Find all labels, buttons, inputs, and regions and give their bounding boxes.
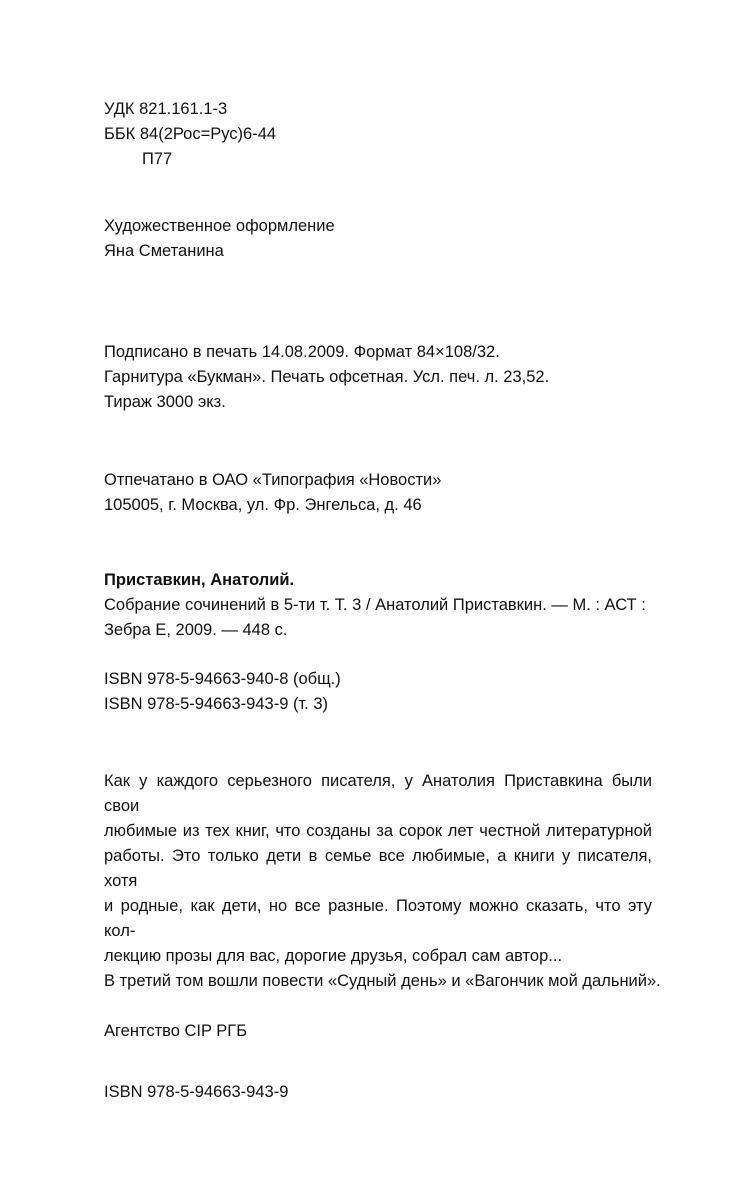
print-info-block [104, 340, 704, 415]
design-label: Художественное оформление [104, 217, 335, 235]
udk-code: УДК 821.161.1-3 [104, 100, 228, 118]
design-credit-block [104, 214, 704, 264]
annotation-line: Как у каждого серьезного писателя, у Анатолия Приставкина были свои [104, 772, 652, 815]
annotation-line: лекцию прозы для вас, дорогие друзья, собрал сам автор... [104, 947, 563, 965]
bbk-code: ББК 84(2Рос=Рус)6-44 [104, 125, 277, 143]
isbn-block [104, 667, 704, 717]
isbn-general: ISBN 978-5-94663-940-8 (общ.) [104, 670, 341, 688]
annotation-line: В третий том вошли повести «Судный день» и «Вагончик мой дальний». [104, 972, 661, 990]
bottom-isbn-block [104, 1080, 704, 1105]
print-info-line-2: Гарнитура «Букман». Печать офсетная. Усл. печ. л. 23,52. [104, 368, 550, 386]
designer-name: Яна Сметанина [104, 242, 224, 260]
annotation-line: работы. Это только дети в семье все любимые, а книги у писателя, хотя [104, 847, 652, 890]
bibliography-line-1: Собрание сочинений в 5-ти т. Т. 3 / Анатолий Приставкин. — М. : АСТ : [104, 596, 646, 614]
printer-block [104, 468, 704, 518]
print-info-line-1: Подписано в печать 14.08.2009. Формат 84×108/32. [104, 343, 500, 361]
print-info-line-3: Тираж 3000 экз. [104, 393, 226, 411]
isbn-bottom: ISBN 978-5-94663-943-9 [104, 1083, 289, 1101]
annotation-line: и родные, как дети, но все разные. Поэтому можно сказать, что эту кол- [104, 897, 652, 940]
bibliography-line-2: Зебра Е, 2009. — 448 с. [104, 621, 288, 639]
annotation-line: любимые из тех книг, что созданы за сорок лет честной литературной [104, 822, 652, 840]
agency-block [104, 1019, 704, 1044]
author-mark: П77 [142, 150, 173, 168]
bibliography-author: Приставкин, Анатолий. [104, 571, 295, 589]
classification-block [104, 97, 704, 172]
printer-line-2: 105005, г. Москва, ул. Фр. Энгельса, д. 46 [104, 496, 422, 514]
agency-label: Агентство CIP РГБ [104, 1022, 248, 1040]
bibliography-block [104, 568, 704, 643]
annotation-block [104, 769, 704, 994]
isbn-volume: ISBN 978-5-94663-943-9 (т. 3) [104, 695, 329, 713]
printer-line-1: Отпечатано в ОАО «Типография «Новости» [104, 471, 442, 489]
